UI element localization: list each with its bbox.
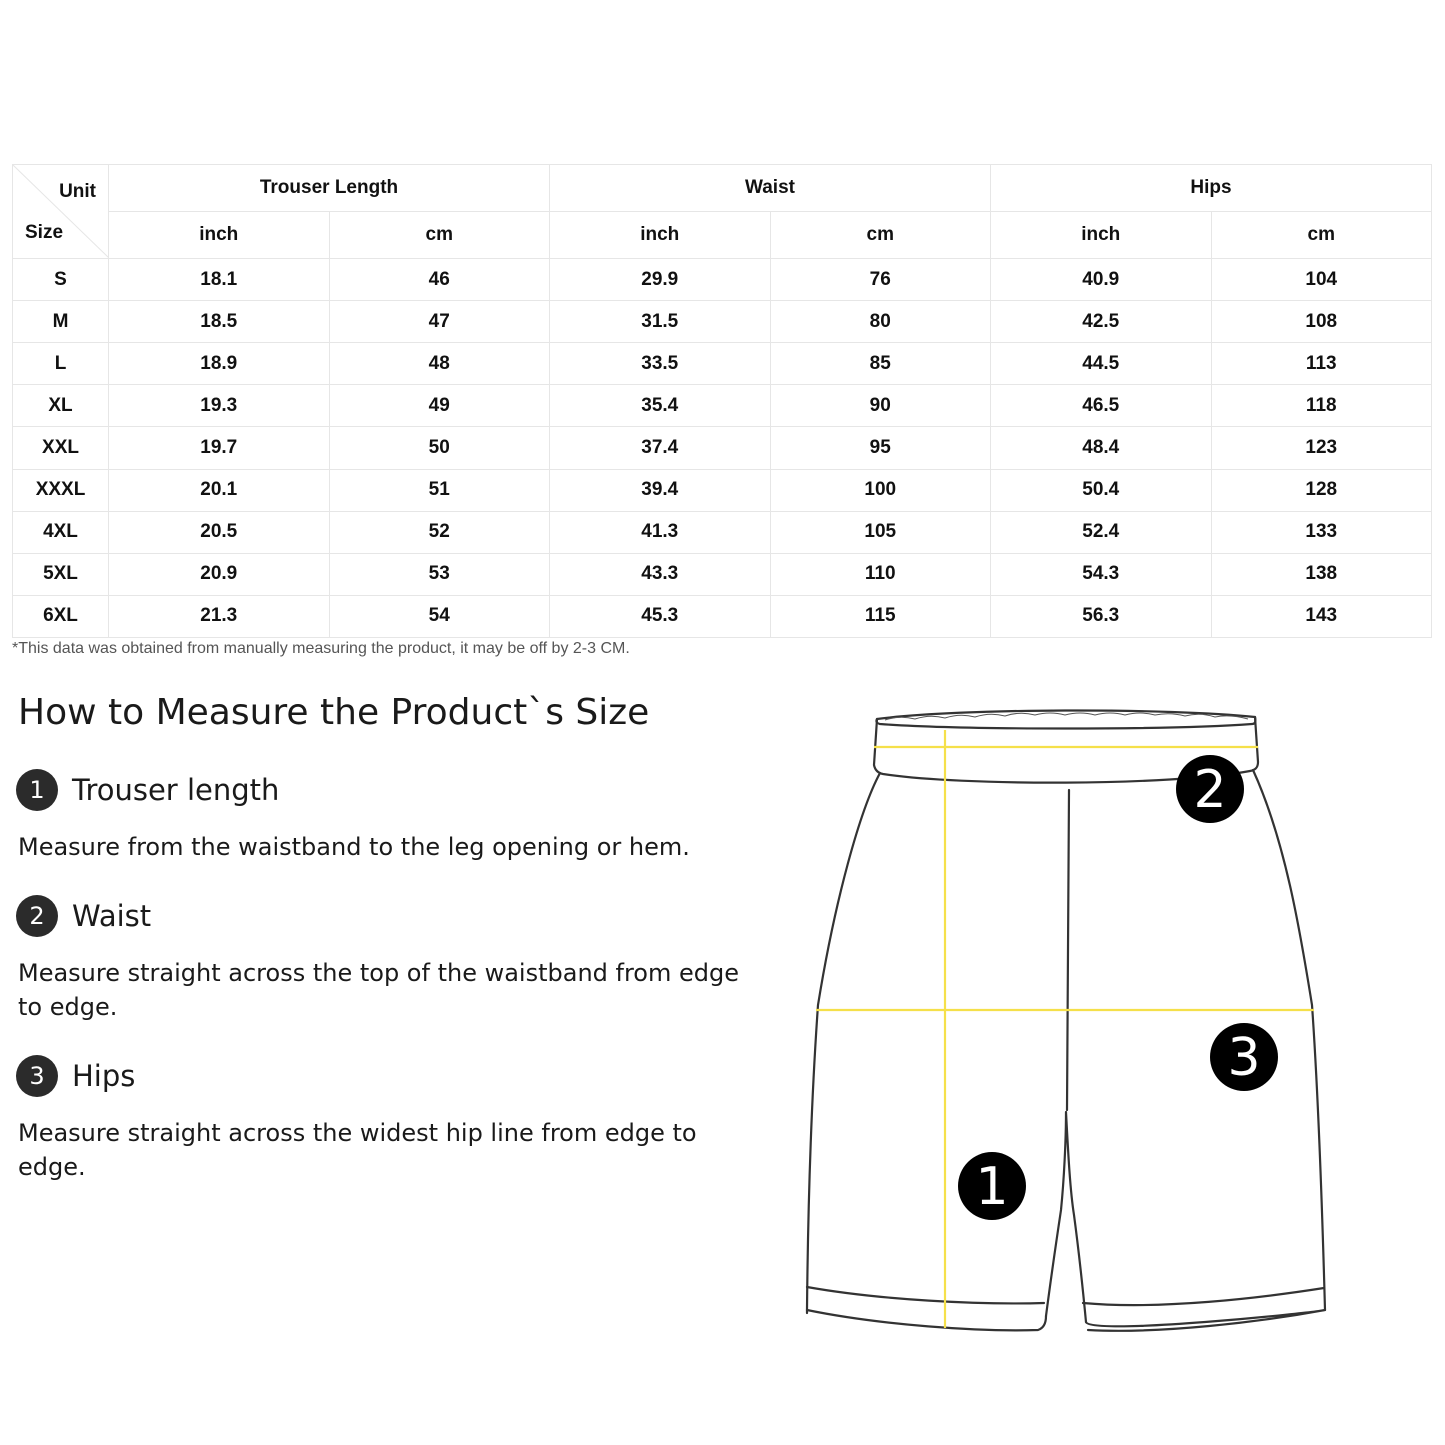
size-cell: S xyxy=(13,259,109,301)
value-cell: 85 xyxy=(770,343,991,385)
unit-header: cm xyxy=(1211,212,1432,259)
unit-header: inch xyxy=(109,212,330,259)
unit-header: cm xyxy=(329,212,550,259)
unit-header: cm xyxy=(770,212,991,259)
value-cell: 31.5 xyxy=(550,301,771,343)
value-cell: 76 xyxy=(770,259,991,301)
marker-3 xyxy=(1210,1023,1278,1091)
corner-size-label: Size xyxy=(25,222,64,243)
value-cell: 51 xyxy=(329,469,550,511)
waistband-top-outline xyxy=(876,710,1255,728)
value-cell: 95 xyxy=(770,427,991,469)
value-cell: 43.3 xyxy=(550,553,771,595)
value-cell: 80 xyxy=(770,301,991,343)
group-header-hips: Hips xyxy=(991,165,1432,212)
value-cell: 56.3 xyxy=(991,595,1212,637)
center-seam xyxy=(1067,790,1069,1110)
value-cell: 18.1 xyxy=(109,259,330,301)
step-number-badge: 2 xyxy=(16,895,58,937)
value-cell: 18.9 xyxy=(109,343,330,385)
value-cell: 20.1 xyxy=(109,469,330,511)
value-cell: 143 xyxy=(1211,595,1432,637)
value-cell: 52.4 xyxy=(991,511,1212,553)
value-cell: 90 xyxy=(770,385,991,427)
value-cell: 41.3 xyxy=(550,511,771,553)
step-number-badge: 3 xyxy=(16,1055,58,1097)
marker-1-label: 1 xyxy=(975,1157,1009,1217)
value-cell: 115 xyxy=(770,595,991,637)
left-hem-outline xyxy=(807,1287,1046,1330)
step-title: Waist xyxy=(72,899,152,933)
value-cell: 44.5 xyxy=(991,343,1212,385)
size-cell: M xyxy=(13,301,109,343)
marker-1 xyxy=(958,1152,1026,1220)
shorts-diagram xyxy=(790,700,1350,1350)
corner-diagonal-line xyxy=(13,165,109,258)
step-title: Trouser length xyxy=(72,773,280,807)
table-row xyxy=(13,301,1432,343)
step-number-badge: 1 xyxy=(16,769,58,811)
value-cell: 104 xyxy=(1211,259,1432,301)
value-cell: 113 xyxy=(1211,343,1432,385)
corner-unit-label: Unit xyxy=(59,181,96,202)
value-cell: 50.4 xyxy=(991,469,1212,511)
table-row xyxy=(13,343,1432,385)
value-cell: 46.5 xyxy=(991,385,1212,427)
value-cell: 118 xyxy=(1211,385,1432,427)
step-description: Measure straight across the top of the waistband from edge to edge. xyxy=(18,959,739,1021)
value-cell: 45.3 xyxy=(550,595,771,637)
table-row xyxy=(13,385,1432,427)
value-cell: 128 xyxy=(1211,469,1432,511)
size-cell: XL xyxy=(13,385,109,427)
value-cell: 123 xyxy=(1211,427,1432,469)
value-cell: 100 xyxy=(770,469,991,511)
value-cell: 29.9 xyxy=(550,259,771,301)
value-cell: 108 xyxy=(1211,301,1432,343)
value-cell: 110 xyxy=(770,553,991,595)
value-cell: 105 xyxy=(770,511,991,553)
step-title: Hips xyxy=(72,1059,136,1093)
value-cell: 19.7 xyxy=(109,427,330,469)
step-description: Measure from the waistband to the leg opening or hem. xyxy=(18,833,690,861)
size-table xyxy=(12,164,1432,638)
value-cell: 52 xyxy=(329,511,550,553)
step-trouser-length xyxy=(16,769,279,811)
value-cell: 42.5 xyxy=(991,301,1212,343)
value-cell: 54 xyxy=(329,595,550,637)
value-cell: 53 xyxy=(329,553,550,595)
table-row xyxy=(13,553,1432,595)
size-cell: 4XL xyxy=(13,511,109,553)
value-cell: 19.3 xyxy=(109,385,330,427)
value-cell: 33.5 xyxy=(550,343,771,385)
value-cell: 49 xyxy=(329,385,550,427)
marker-2-label: 2 xyxy=(1193,760,1227,820)
table-row xyxy=(13,259,1432,301)
value-cell: 50 xyxy=(329,427,550,469)
marker-2 xyxy=(1176,755,1244,823)
value-cell: 40.9 xyxy=(991,259,1212,301)
table-row xyxy=(13,427,1432,469)
unit-header: inch xyxy=(991,212,1212,259)
group-header-waist: Waist xyxy=(550,165,991,212)
left-side-outline xyxy=(807,773,880,1313)
measurement-note: *This data was obtained from manually measuring the product, it may be off by 2-3 CM. xyxy=(12,640,630,657)
size-cell: XXXL xyxy=(13,469,109,511)
size-cell: XXL xyxy=(13,427,109,469)
value-cell: 48.4 xyxy=(991,427,1212,469)
unit-header: inch xyxy=(550,212,771,259)
value-cell: 133 xyxy=(1211,511,1432,553)
size-cell: 5XL xyxy=(13,553,109,595)
value-cell: 20.5 xyxy=(109,511,330,553)
marker-3-label: 3 xyxy=(1227,1028,1261,1088)
size-cell: L xyxy=(13,343,109,385)
value-cell: 48 xyxy=(329,343,550,385)
value-cell: 20.9 xyxy=(109,553,330,595)
value-cell: 46 xyxy=(329,259,550,301)
step-waist xyxy=(16,895,151,937)
value-cell: 35.4 xyxy=(550,385,771,427)
value-cell: 138 xyxy=(1211,553,1432,595)
step-hips xyxy=(16,1055,135,1097)
table-corner-cell xyxy=(13,165,109,259)
table-row xyxy=(13,595,1432,637)
right-hem-outline xyxy=(1083,1288,1325,1331)
group-header-trouser-length: Trouser Length xyxy=(109,165,550,212)
inseam-outline xyxy=(1046,1112,1086,1322)
guide-title: How to Measure the Product`s Size xyxy=(18,692,650,733)
value-cell: 47 xyxy=(329,301,550,343)
value-cell: 21.3 xyxy=(109,595,330,637)
value-cell: 54.3 xyxy=(991,553,1212,595)
size-cell: 6XL xyxy=(13,595,109,637)
table-row xyxy=(13,511,1432,553)
step-description: Measure straight across the widest hip line from edge to edge. xyxy=(18,1119,697,1181)
value-cell: 18.5 xyxy=(109,301,330,343)
table-row xyxy=(13,469,1432,511)
value-cell: 39.4 xyxy=(550,469,771,511)
value-cell: 37.4 xyxy=(550,427,771,469)
